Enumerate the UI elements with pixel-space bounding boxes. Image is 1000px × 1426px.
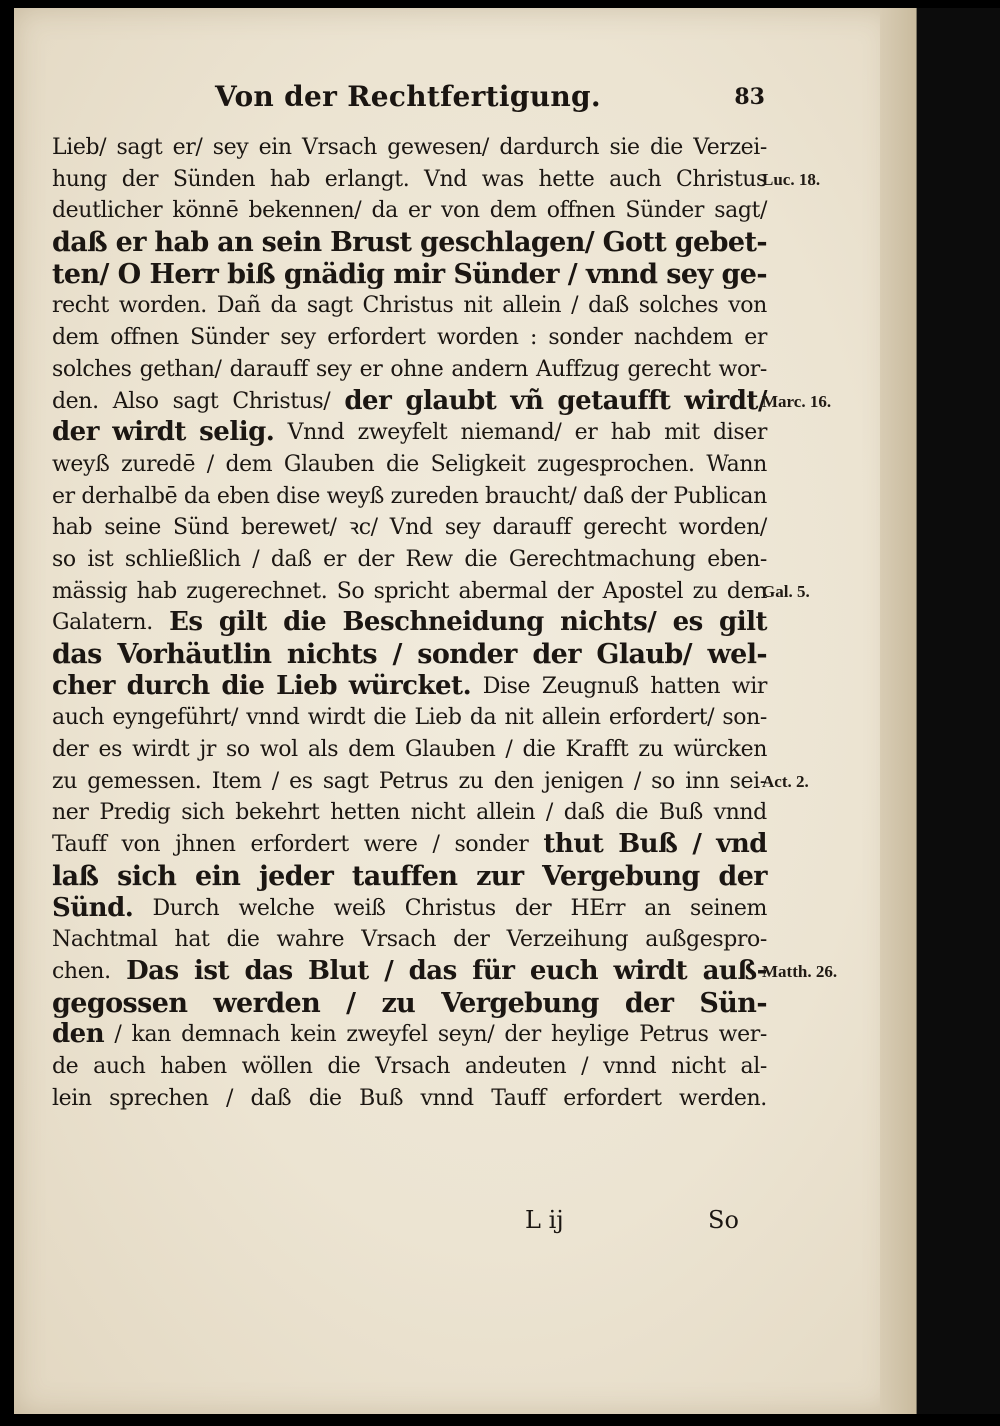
text-line: lein sprechen / daß die Buß vnnd Tauff erfordert werden. xyxy=(52,1085,767,1111)
text-line: weyß zuredē / dem Glauben die Seligkeit zugesprochen. Wann xyxy=(52,451,767,477)
text-line: chen. Das ist das Blut / das für euch wirdt auß- xyxy=(52,955,767,986)
text-line: Lieb/ sagt er/ sey ein Vrsach gewesen/ dardurch sie die Verzei- xyxy=(52,135,767,160)
text-line: recht worden. Dañ da sagt Christus nit allein / daß solches von xyxy=(52,293,767,319)
text-line: daß er hab an sein Brust geschlagen/ Gott gebet- xyxy=(52,227,767,259)
page-number: 83 xyxy=(734,84,765,110)
text-line: hab seine Sünd berewet/ ꝛc/ Vnd sey darauff gerecht worden/ xyxy=(52,515,767,541)
text-line: deutlicher könnē bekennen/ da er von dem offnen Sünder sagt/ xyxy=(52,198,767,224)
text-line: ten/ O Herr biß gnädig mir Sünder / vnnd sey ge- xyxy=(52,258,767,290)
text-line: hung der Sünden hab erlangt. Vnd was hette auch Christus xyxy=(52,166,767,192)
page-header xyxy=(215,76,785,116)
text-line: solches gethan/ darauff sey er ohne andern Auffzug gerecht wor- xyxy=(52,356,767,382)
running-title: Von der Rechtfertigung. xyxy=(215,80,601,113)
text-line: Galatern. Es gilt die Beschneidung nichts/ es gilt xyxy=(52,607,767,638)
text-line: der wirdt selig. Vnnd zweyfelt niemand/ er hab mit diser xyxy=(52,417,767,448)
text-line: de auch haben wöllen die Vrsach andeuten / vnnd nicht al- xyxy=(52,1053,767,1079)
text-line: gegossen werden / zu Vergebung der Sün- xyxy=(52,987,767,1019)
text-line: der es wirdt jr so wol als dem Glauben / die Krafft zu würcken xyxy=(52,737,767,763)
text-line: den / kan demnach kein zweyfel seyn/ der heylige Petrus wer- xyxy=(52,1019,767,1050)
text-line: das Vorhäutlin nichts / sonder der Glaub/ wel- xyxy=(52,639,767,670)
margin-reference: Matth. 26. xyxy=(762,962,838,982)
text-line: er derhalbē da eben dise weyß zureden braucht/ daß der Publican xyxy=(52,483,767,509)
text-line: Sünd. Durch welche weiß Christus der HErr an seinem xyxy=(52,892,767,923)
margin-reference: Luc. 18. xyxy=(762,169,821,189)
text-line: mässig hab zugerechnet. So spricht abermal der Apostel zu den xyxy=(52,578,767,604)
text-line: dem offnen Sünder sey erfordert worden : sonder nachdem er xyxy=(52,325,767,351)
text-line: so ist schließlich / daß er der Rew die Gerechtmachung eben- xyxy=(52,546,767,572)
margin-reference: Gal. 5. xyxy=(762,581,810,601)
text-line: laß sich ein jeder tauffen zur Vergebung der xyxy=(52,860,767,892)
text-line: Nachtmal hat die wahre Vrsach der Verzeihung außgespro- xyxy=(52,927,767,953)
text-line: den. Also sagt Christus/ der glaubt vñ getaufft wirdt/ xyxy=(52,385,767,416)
page-edge xyxy=(880,8,1000,1414)
text-line: auch eyngeführt/ vnnd wirdt die Lieb da nit allein erfordert/ son- xyxy=(52,705,767,731)
margin-reference: Act. 2. xyxy=(762,772,809,791)
text-line: zu gemessen. Item / es sagt Petrus zu den jenigen / so inn sei- xyxy=(52,768,767,794)
signature-mark: L ij xyxy=(525,1206,564,1234)
body-text xyxy=(52,132,767,1114)
text-line: Tauff von jhnen erfordert were / sonder thut Buß / vnd xyxy=(52,829,767,860)
margin-reference: Marc. 16. xyxy=(762,391,832,411)
text-line: cher durch die Lieb würcket. Dise Zeugnuß hatten wir xyxy=(52,670,767,701)
catchword: So xyxy=(708,1206,739,1234)
text-line: ner Predig sich bekehrt hetten nicht allein / daß die Buß vnnd xyxy=(52,800,767,826)
